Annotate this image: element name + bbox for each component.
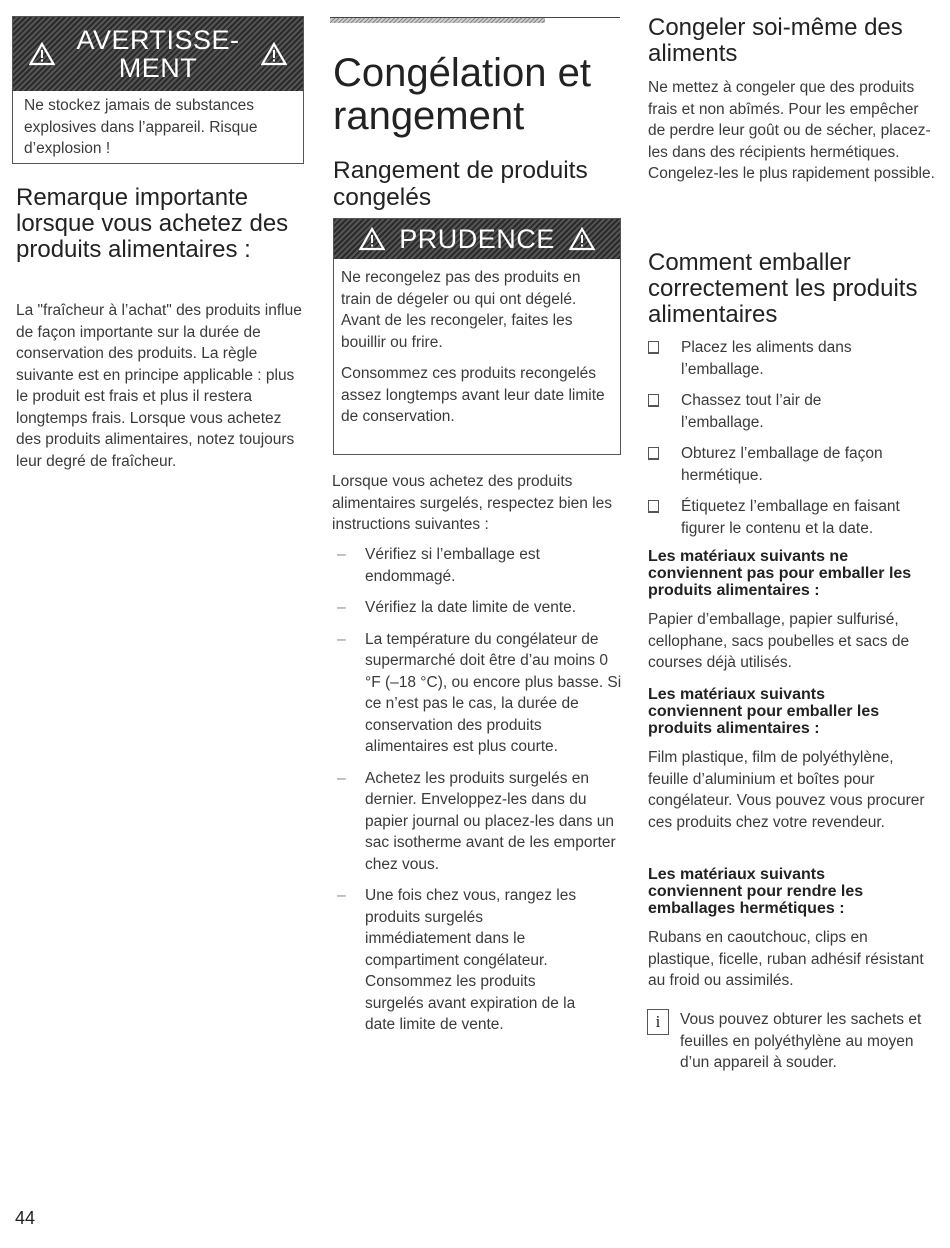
list-item-text: Chassez tout l’air de l’emballage. xyxy=(681,392,822,431)
frozen-intro-text: Lorsque vous achetez des produits alimentaires surgelés, respectez bien les instructions suivantes : xyxy=(332,473,612,533)
list-item xyxy=(330,544,622,587)
warning-triangle-icon xyxy=(359,227,385,251)
unsuitable-materials-heading: Les matériaux suivants ne conviennent pas pour emballer les produits alimentaires : xyxy=(648,548,912,599)
dash-bullet: – xyxy=(337,887,346,904)
warning-title xyxy=(76,26,239,82)
warning-title-line1: AVERTISSE- xyxy=(76,25,240,55)
list-item xyxy=(648,337,918,380)
sealing-materials-text: Rubans en caoutchouc, clips en plastique, ficelle, ruban adhésif résistant au froid ou assimilés. xyxy=(648,929,924,989)
unsuitable-materials-text: Papier d’emballage, papier sulfurisé, cellophane, sacs poubelles et sacs de courses déjà utilisés. xyxy=(648,611,910,671)
list-item xyxy=(330,597,622,619)
list-item-text: Achetez les produits surgelés en dernier. Enveloppez-les dans du papier journal ou placez-les dans un sac isotherme avant de les emporter chez vous. xyxy=(365,769,616,873)
dash-bullet: – xyxy=(337,630,346,648)
dash-bullet: – xyxy=(337,769,346,787)
warning-text: Ne stockez jamais de substances explosives dans l’appareil. Risque d’explosion ! xyxy=(24,97,258,157)
important-note-text: La "fraîcheur à l’achat" des produits influe de façon importante sur la durée de conservation des produits. La règle suivante est en principe applicable : plus le produit est frais et plus il restera longtemps frais. Lorsque vous achetez des produits alimentaires, notez toujours leur degré de fraîcheur. xyxy=(16,302,302,470)
dash-bullet: – xyxy=(337,599,346,616)
list-item xyxy=(330,768,622,876)
caution-box xyxy=(333,218,621,455)
list-item-text: Vérifiez la date limite de vente. xyxy=(365,599,577,616)
important-note-heading: Remarque importante lorsque vous achetez des produits alimentaires : xyxy=(16,184,289,263)
warning-triangle-icon xyxy=(261,42,287,66)
caution-title: PRUDENCE xyxy=(399,224,555,254)
list-item xyxy=(648,390,918,433)
packing-heading: Comment emballer correctement les produits alimentaires xyxy=(648,249,918,328)
info-note xyxy=(647,1009,942,1074)
list-item xyxy=(330,885,622,1036)
list-item-text: La température du congélateur de supermarché doit être d’au moins 0 °F (–18 °C), ou encore plus basse. Si ce n’est pas le cas, la durée de conservation des produits alimentaires est plus courte. xyxy=(365,630,622,755)
warning-triangle-icon xyxy=(29,42,55,66)
list-item xyxy=(330,629,622,758)
info-icon: i xyxy=(647,1009,669,1035)
list-item-text: Étiquetez l’emballage en faisant figurer le contenu et la date. xyxy=(681,498,900,537)
warning-header xyxy=(13,17,303,91)
suitable-materials-heading: Les matériaux suivants conviennent pour emballer les produits alimentaires : xyxy=(648,686,880,737)
suitable-materials-text: Film plastique, film de polyéthylène, feuille d’aluminium et boîtes pour congélateur. Vous pouvez vous procurer ces produits chez votre revendeur. xyxy=(648,749,925,831)
caution-text-2: Consommez ces produits recongelés assez longtemps avant leur date limite de conservation. xyxy=(341,365,605,425)
info-note-text: Vous pouvez obturer les sachets et feuilles en polyéthylène au moyen d’un appareil à souder. xyxy=(680,1011,922,1071)
sealing-materials-heading: Les matériaux suivants conviennent pour rendre les emballages hermétiques : xyxy=(648,866,864,917)
caution-text-1: Ne recongelez pas des produits en train de dégeler ou qui ont dégelé. Avant de les recongeler, faites les bouillir ou frire. xyxy=(341,269,581,351)
list-item-text: Obturez l’emballage de façon hermétique. xyxy=(681,445,883,484)
warning-title-line2: MENT xyxy=(118,53,198,83)
checkbox-bullet-icon xyxy=(648,394,659,407)
frozen-instructions-list xyxy=(330,544,622,1046)
checkbox-bullet-icon xyxy=(648,447,659,460)
frozen-storage-heading: Rangement de produits congelés xyxy=(333,157,588,211)
freeze-yourself-heading: Congeler soi-même des aliments xyxy=(648,14,903,67)
caution-header xyxy=(334,219,620,259)
title-bar xyxy=(330,18,545,23)
list-item-text: Placez les aliments dans l’emballage. xyxy=(681,339,852,378)
dash-bullet: – xyxy=(337,546,346,563)
list-item xyxy=(648,496,946,539)
page-number: 44 xyxy=(15,1208,36,1228)
page-title: Congélation et rangement xyxy=(333,51,591,138)
list-item xyxy=(648,443,918,486)
packing-steps-list xyxy=(648,337,918,549)
warning-box xyxy=(12,16,304,164)
warning-triangle-icon xyxy=(569,227,595,251)
list-item-text: Vérifiez si l’emballage est endommagé. xyxy=(365,546,540,585)
checkbox-bullet-icon xyxy=(648,341,659,354)
list-item-text: Une fois chez vous, rangez les produits surgelés immédiatement dans le compartiment congélateur. Consommez les produits surgelés avant expiration de la date limite de vente. xyxy=(365,887,577,1033)
checkbox-bullet-icon xyxy=(648,500,659,513)
freeze-yourself-text: Ne mettez à congeler que des produits frais et non abîmés. Pour les empêcher de perdre leur goût ou de sécher, placez-les dans des récipients hermétiques. Congelez-les le plus rapidement possible. xyxy=(648,79,935,182)
